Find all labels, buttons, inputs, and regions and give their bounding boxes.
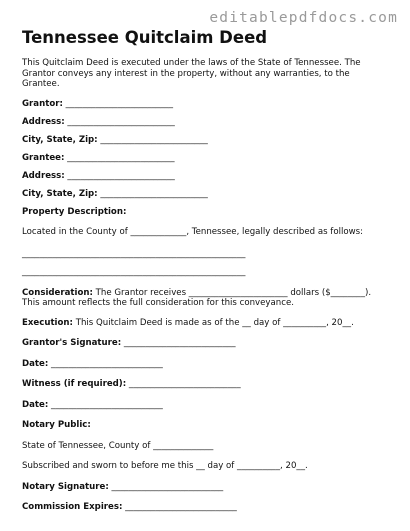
execution-paragraph[interactable] xyxy=(22,318,388,329)
located-text[interactable]: Located in the County of _____________, Tennessee, legally described as follows: xyxy=(22,227,364,237)
intro-paragraph: This Quitclaim Deed is executed under the laws of the State of Tennessee. The Grantor conveys any interest in the property, without any warranties, to the Grantee. xyxy=(22,58,361,89)
state-county-text[interactable]: State of Tennessee, County of ______________ xyxy=(22,440,214,451)
grantee-blank[interactable]: _________________________ xyxy=(64,152,175,163)
property-description-label: Property Description: xyxy=(22,206,127,217)
execution-text[interactable]: This Quitclaim Deed is made as of the __ day of __________, 20__. xyxy=(72,317,354,328)
property-description-line-1[interactable]: ____________________________________________________ xyxy=(22,248,246,259)
notary-public-label: Notary Public: xyxy=(22,420,91,430)
property-description-heading xyxy=(22,207,388,218)
grantee-label: Grantee: xyxy=(22,152,65,163)
grantor-city-state-zip-label: City, State, Zip: xyxy=(22,134,98,145)
grantor-address-blank[interactable]: _________________________ xyxy=(64,116,175,127)
grantor-label: Grantor: xyxy=(22,98,63,109)
date-blank-1[interactable]: __________________________ xyxy=(48,358,163,369)
grantor-address-field[interactable] xyxy=(22,117,388,128)
execution-label: Execution: xyxy=(22,317,73,328)
grantee-city-state-zip-field[interactable] xyxy=(22,189,388,200)
grantor-city-state-zip-blank[interactable]: _________________________ xyxy=(97,134,208,145)
watermark: editablepdfdocs.com xyxy=(209,10,398,26)
document-body xyxy=(22,28,388,513)
grantee-address-label: Address: xyxy=(22,170,65,181)
grantee-city-state-zip-blank[interactable]: _________________________ xyxy=(97,188,208,199)
date-field-1[interactable] xyxy=(22,359,388,370)
grantor-field[interactable] xyxy=(22,99,388,110)
commission-expires-blank[interactable]: __________________________ xyxy=(122,502,237,512)
consideration-text[interactable]: The Grantor receives _______________________ dollars ($________). This amount reflects the full consideration for this conveyance. xyxy=(22,287,372,308)
subscribed-sworn-text[interactable]: Subscribed and sworn to before me this __ day of __________, 20__. xyxy=(22,461,308,471)
notary-signature-label: Notary Signature: xyxy=(22,481,109,492)
witness-field[interactable] xyxy=(22,379,388,390)
grantor-blank[interactable]: _________________________ xyxy=(62,98,174,109)
grantee-address-field[interactable] xyxy=(22,171,388,182)
grantee-city-state-zip-label: City, State, Zip: xyxy=(22,188,98,199)
grantee-field[interactable] xyxy=(22,153,388,164)
property-description-line-2[interactable]: ____________________________________________________ xyxy=(22,267,246,277)
grantor-address-label: Address: xyxy=(22,116,65,127)
date-label-2: Date: xyxy=(22,399,49,410)
grantee-address-blank[interactable]: _________________________ xyxy=(64,170,175,181)
date-label-1: Date: xyxy=(22,358,49,369)
date-blank-2[interactable]: __________________________ xyxy=(48,399,163,410)
notary-public-heading xyxy=(22,420,388,431)
consideration-label: Consideration: xyxy=(22,287,93,298)
commission-expires-label: Commission Expires: xyxy=(22,502,123,512)
notary-signature-field[interactable] xyxy=(22,482,388,493)
witness-label: Witness (if required): xyxy=(22,379,127,389)
consideration-paragraph[interactable] xyxy=(22,288,388,309)
grantor-signature-blank[interactable]: __________________________ xyxy=(121,338,236,348)
document-title: Tennessee Quitclaim Deed xyxy=(22,28,268,47)
witness-blank[interactable]: __________________________ xyxy=(126,379,241,389)
date-field-2[interactable] xyxy=(22,400,388,411)
notary-signature-blank[interactable]: __________________________ xyxy=(108,481,224,492)
commission-expires-field[interactable] xyxy=(22,502,388,513)
grantor-signature-label: Grantor's Signature: xyxy=(22,338,122,348)
grantor-city-state-zip-field[interactable] xyxy=(22,135,388,146)
grantor-signature-field[interactable] xyxy=(22,338,388,349)
